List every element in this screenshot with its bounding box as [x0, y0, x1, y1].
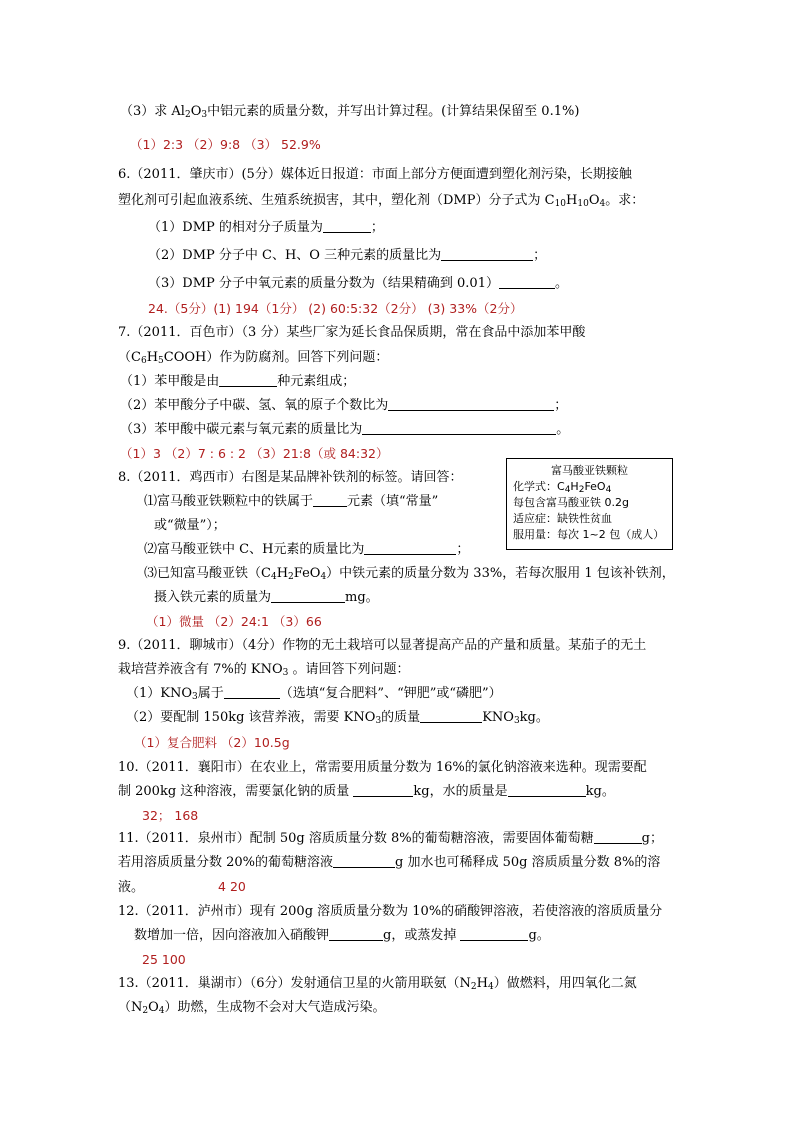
q9-stem: 9.（2011．聊城市）（4分）作物的无土栽培可以显著提高产品的产量和质量。某茄子的无土 — [118, 638, 647, 653]
product-label — [506, 458, 673, 550]
q7-answer: （1）3 （2）7 : 6 : 2 （3）21:8（或 84:32） — [120, 446, 389, 461]
q6-part3: （3）DMP 分子中氧元素的质量分数为（结果精确到 0.01） 。 — [148, 276, 568, 291]
q8-answer: （1）微量 （2）24:1 （3）66 — [146, 614, 322, 629]
label-title: 富马酸亚铁颗粒 — [551, 464, 628, 477]
q9-stem-2: 栽培营养液含有 7%的 $KNO_3$ 。请回答下列问题： — [118, 662, 410, 678]
q13-stem-2: $(N_2O_4)$助燃，生成物不会对大气造成污染。 — [118, 1000, 386, 1016]
q10-answer: 32； 168 — [142, 808, 199, 823]
q12-stem: 12.（2011．泸州市）现有 200g 溶质质量分数为 10%的硝酸钾溶液，若使溶液的溶质质量分 — [118, 904, 663, 919]
answer-blank[interactable] — [333, 855, 395, 868]
q11-stem-3: 液。 4 20 — [118, 879, 246, 895]
answer-blank[interactable] — [441, 248, 533, 261]
q9-part2: （2）要配制 150kg 该营养液，需要 $KNO_3$的质量 $KNO_3kg$。 — [126, 710, 549, 726]
answer-blank[interactable] — [508, 784, 586, 797]
q12-stem-2: 数增加一倍，因向溶液加入硝酸钾 g，或蒸发掉 g。 — [134, 928, 550, 943]
q6-answer: 24.（5分）(1) 194（1分） (2) 60:5:32（2分） (3) 33%（2分） — [148, 301, 523, 316]
q11-stem-2: 若用溶质质量分数 20%的葡萄糖溶液 g 加水也可稀释成 50g 溶质质量分数 8%的溶 — [118, 855, 661, 870]
answer-blank[interactable] — [594, 831, 642, 844]
answer-blank[interactable] — [224, 686, 280, 699]
q8-part2: ⑵富马酸亚铁中 C、H元素的质量比为 ； — [144, 542, 470, 557]
q8-stem: 8.（2011．鸡西市）右图是某品牌补铁剂的标签。请回答： — [118, 470, 463, 485]
q6-stem-2: 塑化剂可引起血液系统、生殖系统损害，其中，塑化剂（DMP）分子式为 $C_{10}H_{10}O_4$。求： — [118, 193, 645, 209]
q8-part3: ⑶已知富马酸亚铁$(C_4H_2FeO_4)$中铁元素的质量分数为 33%，若每次服用 1 包该补铁剂， — [144, 566, 675, 582]
q5-answer: （1）2:3 （2）9:8 （3） 52.9% — [130, 137, 321, 152]
answer-blank[interactable] — [388, 398, 554, 411]
q12-answer: 25 100 — [142, 952, 186, 967]
label-dosage: 服用量：每次 1~2 包（成人） — [513, 528, 665, 541]
q5-part3: （3）求 $Al_2O_3$中铝元素的质量分数，并写出计算过程。(计算结果保留至 0.1%) — [120, 104, 580, 120]
answer-blank[interactable] — [313, 494, 347, 507]
q10-stem-2: 制 200kg 这种溶液，需要氯化钠的质量 kg，水的质量是 kg。 — [118, 784, 615, 799]
label-formula: 化学式：$C_4H_2FeO_4$ — [513, 480, 612, 495]
q8-part3-cont: 摄入铁元素的质量为 mg。 — [154, 590, 379, 605]
answer-blank[interactable] — [420, 710, 482, 723]
q6-part2: （2）DMP 分子中 C、H、O 三种元素的质量比为 ； — [148, 248, 547, 263]
q7-part2: （2）苯甲酸分子中碳、氢、氧的原子个数比为 ； — [120, 398, 568, 413]
answer-blank[interactable] — [460, 928, 528, 941]
q13-stem: 13.（2011．巢湖市）（6分）发射通信卫星的火箭用联氨$(N_2H_4)$做燃料，用四氧化二氮 — [118, 976, 637, 992]
q7-part1: （1）苯甲酸是由 种元素组成； — [120, 374, 356, 389]
answer-blank[interactable] — [499, 276, 555, 289]
q6-part1: （1）DMP 的相对分子质量为 ； — [148, 220, 384, 235]
answer-blank[interactable] — [219, 374, 277, 387]
answer-blank[interactable] — [353, 784, 413, 797]
answer-blank[interactable] — [323, 220, 371, 233]
q8-part1-cont: 或“微量”）； — [154, 518, 226, 533]
q7-stem-2: $(C_6H_5COOH)$作为防腐剂。回答下列问题： — [118, 350, 389, 366]
q9-part1: $(1)KNO_3$属于 （选填“复合肥料”、“钾肥”或“磷肥”） — [126, 686, 502, 702]
q9-answer: （1）复合肥料 （2）10.5g — [134, 735, 290, 750]
q11-stem: 11.（2011．泉州市）配制 50g 溶质质量分数 8%的葡萄糖溶液，需要固体葡萄糖 g； — [118, 831, 663, 846]
label-indication: 适应症：缺铁性贫血 — [513, 512, 612, 525]
answer-blank[interactable] — [329, 928, 383, 941]
answer-blank[interactable] — [271, 590, 345, 603]
q8-part1: ⑴富马酸亚铁颗粒中的铁属于 元素（填“常量” — [144, 494, 439, 509]
answer-blank[interactable] — [362, 422, 556, 435]
q7-part3: （3）苯甲酸中碳元素与氧元素的质量比为 。 — [120, 422, 570, 437]
q11-answer: 4 20 — [218, 879, 246, 894]
q6-stem: 6.（2011．肇庆市）(5分）媒体近日报道：市面上部分方便面遭到塑化剂污染，长期接触 — [118, 167, 632, 182]
label-content: 每包含富马酸亚铁 0.2g — [513, 496, 629, 509]
answer-blank[interactable] — [364, 542, 456, 555]
q7-stem: 7.（2011．百色市）（3 分）某些厂家为延长食品保质期，常在食品中添加苯甲酸 — [118, 325, 586, 340]
q10-stem: 10.（2011．襄阳市）在农业上，常需要用质量分数为 16%的氯化钠溶液来选种。现需要配 — [118, 760, 647, 775]
